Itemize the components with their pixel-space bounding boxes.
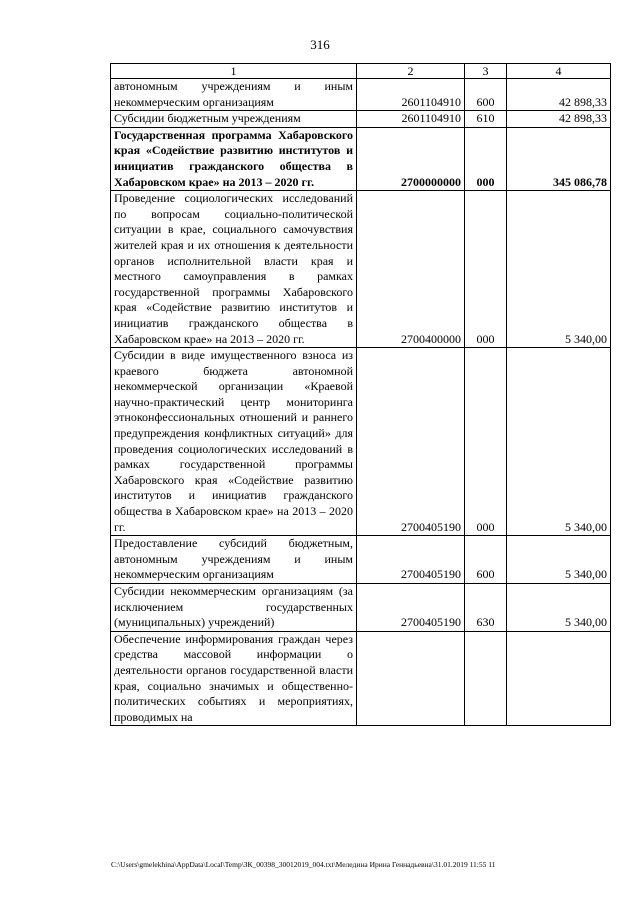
row-code: 2700405190 [357,536,465,584]
row-sum: 5 340,00 [507,584,611,632]
row-sum: 42 898,33 [507,111,611,128]
row-expense-type: 000 [465,127,507,190]
row-expense-type [465,631,507,726]
row-name: автономным учреждениям и иным некоммерческим организациям [111,79,357,111]
row-name: Субсидии в виде имущественного взноса из краевого бюджета автономной некоммерческой организации «Краевой научно-практический центр мониторинга этноконфессиональных отношений и раннего предупреждения конфликтных ситуаций» для проведения социологических исследований в рамках государственной программы Хабаровского края «Содействие развитию институтов и инициатив гражданского общества в Хабаровском крае» на 2013 – 2020 гг. [111,348,357,536]
row-sum [507,631,611,726]
row-sum: 5 340,00 [507,536,611,584]
row-name: Обеспечение информирования граждан через средства массовой информации о деятельности органов государственной власти края, социально значимых и общественно-политических событиях и мероприятиях, проводимых на [111,631,357,726]
row-expense-type: 610 [465,111,507,128]
budget-table [110,63,611,726]
table-row [111,348,611,536]
header-col-4: 4 [507,64,611,79]
row-expense-type: 000 [465,191,507,348]
row-expense-type: 000 [465,348,507,536]
header-col-1: 1 [111,64,357,79]
row-code: 2601104910 [357,79,465,111]
row-name: Субсидии бюджетным учреждениям [111,111,357,128]
row-expense-type: 630 [465,584,507,632]
page-number: 316 [310,37,330,52]
table-row [111,111,611,128]
row-name: Государственная программа Хабаровского края «Содействие развитию институтов и инициатив гражданского общества в Хабаровском крае» на 2013 – 2020 гг. [111,127,357,190]
row-name: Проведение социологических исследований по вопросам социально-политической ситуации в крае, социального самочувствия жителей края и их отношения к деятельности органов исполнительной власти края и местного самоуправления в рамках государственной программы Хабаровского края «Содействие развитию институтов и инициатив гражданского общества в Хабаровском крае» на 2013 – 2020 гг. [111,191,357,348]
row-name: Субсидии некоммерческим организациям (за исключением государственных (муниципальных) учреждений) [111,584,357,632]
row-sum: 5 340,00 [507,348,611,536]
table-row [111,536,611,584]
table-row-program [111,127,611,190]
row-sum: 42 898,33 [507,79,611,111]
row-code: 2700400000 [357,191,465,348]
row-sum: 345 086,78 [507,127,611,190]
table-row [111,631,611,726]
row-sum: 5 340,00 [507,191,611,348]
row-code: 2700405190 [357,348,465,536]
header-col-2: 2 [357,64,465,79]
row-code: 2700000000 [357,127,465,190]
row-code: 2700405190 [357,584,465,632]
row-expense-type: 600 [465,79,507,111]
table-row [111,584,611,632]
table-header-row [111,64,611,79]
row-code: 2601104910 [357,111,465,128]
row-code [357,631,465,726]
footer-file-path: C:\Users\gmelekhina\AppData\Local\Temp\ЗК_00398_30012019_004.txt\Меледина Ирина Геннадьевна\31.01.2019 11:55 11 [111,860,496,869]
row-expense-type: 600 [465,536,507,584]
table-row [111,191,611,348]
header-col-3: 3 [465,64,507,79]
row-name: Предоставление субсидий бюджетным, автономным учреждениям и иным некоммерческим организациям [111,536,357,584]
table-row [111,79,611,111]
